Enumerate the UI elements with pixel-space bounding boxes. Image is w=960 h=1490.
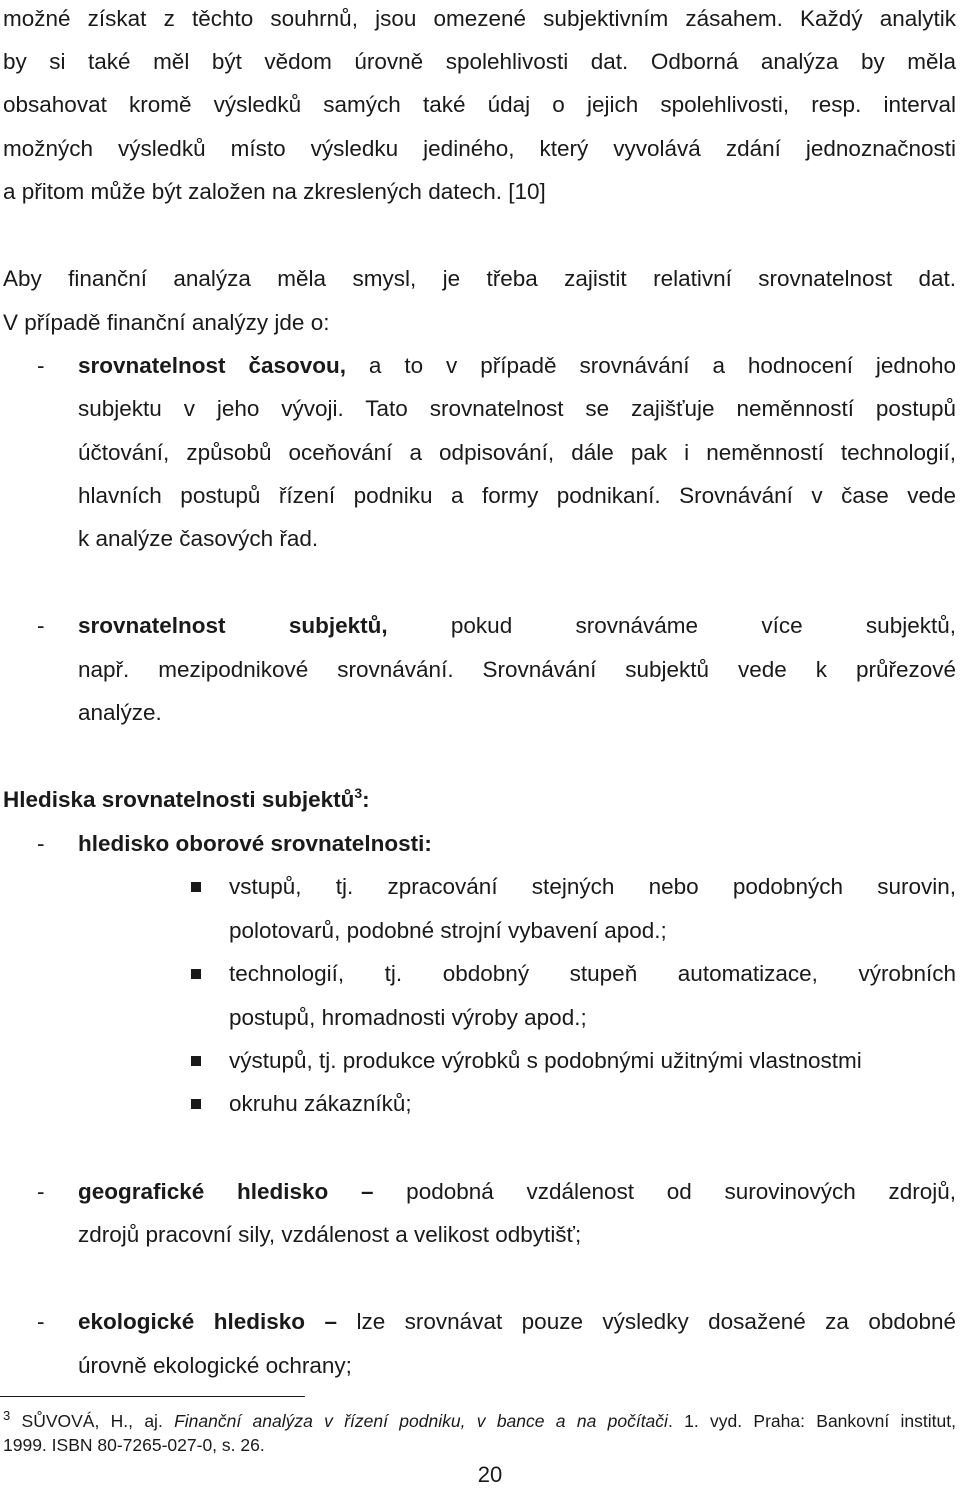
- paragraph-line: obsahovat kromě výsledků samých také údaj o jejich spolehlivosti, resp. interval: [3, 92, 956, 117]
- paragraph-line: V případě finanční analýzy jde o:: [3, 310, 330, 335]
- bullet-line: postupů, hromadnosti výroby apod.;: [229, 1005, 587, 1030]
- list-item-first-line: [78, 1307, 956, 1337]
- bullet-line: vstupů, tj. zpracování stejných nebo podobných surovin,: [229, 874, 956, 899]
- paragraph-line: možné získat z těchto souhrnů, jsou omezené subjektivním zásahem. Každý analytik: [3, 6, 956, 31]
- list-item-line: účtování, způsobů oceňování a odpisování, dále pak i neměnností technologií,: [78, 440, 956, 465]
- section-heading: [3, 785, 370, 817]
- list-item-first-line: [78, 1177, 956, 1207]
- list-dash: -: [37, 1309, 45, 1334]
- footnote-rest: . 1. vyd. Praha: Bankovní institut,: [667, 1411, 956, 1431]
- footnote-separator: [0, 1396, 305, 1397]
- list-dash: -: [37, 613, 45, 638]
- list-item-line: analýze.: [78, 700, 162, 725]
- list-item-line: hlavních postupů řízení podniku a formy podnikaní. Srovnávání v čase vede: [78, 483, 956, 508]
- paragraph-line: možných výsledků místo výsledku jediného, který vyvolává zdání jednoznačnosti: [3, 136, 956, 161]
- list-item-line: např. mezipodnikové srovnávání. Srovnávání subjektů vede k průřezové: [78, 657, 956, 682]
- list-item-first-line: [78, 351, 956, 381]
- bullet-line: technologií, tj. obdobný stupeň automatizace, výrobních: [229, 961, 956, 986]
- square-bullet-icon: [191, 969, 201, 979]
- list-item-bold-lead: srovnatelnost subjektů,: [78, 613, 388, 638]
- bullet-line: polotovarů, podobné strojní vybavení apod.;: [229, 918, 667, 943]
- footnote-mark: 3: [3, 1408, 11, 1423]
- footnote-line: 1999. ISBN 80-7265-027-0, s. 26.: [3, 1435, 265, 1455]
- list-item-line: zdrojů pracovní sily, vzdálenost a velikost odbytišť;: [78, 1222, 582, 1247]
- list-dash: -: [37, 1179, 45, 1204]
- page-number: 20: [477, 1462, 503, 1487]
- paragraph-line: Aby finanční analýza měla smysl, je třeba zajistit relativní srovnatelnost dat.: [3, 266, 956, 291]
- bullet-line: okruhu zákazníků;: [229, 1091, 412, 1116]
- list-item-line: úrovně ekologické ochrany;: [78, 1353, 352, 1378]
- paragraph-line: a přitom může být založen na zkreslených datech. [10]: [3, 179, 546, 204]
- list-item-bold-lead: srovnatelnost časovou,: [78, 353, 346, 378]
- square-bullet-icon: [191, 1056, 201, 1066]
- list-dash: -: [37, 831, 45, 856]
- heading-suffix: :: [362, 787, 370, 812]
- heading-text: Hlediska srovnatelnosti subjektů: [3, 787, 355, 812]
- list-item-text: pokud srovnáváme více subjektů,: [387, 613, 956, 638]
- list-item-text: a to v případě srovnávání a hodnocení jednoho: [346, 353, 956, 378]
- list-item-bold-lead: geografické hledisko –: [78, 1179, 374, 1204]
- list-item-line: k analýze časových řad.: [78, 526, 319, 551]
- footnote-title: Finanční analýza v řízení podniku, v bance a na počítači: [174, 1411, 668, 1431]
- list-item-bold-lead: ekologické hledisko –: [78, 1309, 337, 1334]
- square-bullet-icon: [191, 882, 201, 892]
- footnote-line: [3, 1410, 956, 1434]
- list-item-line: subjektu v jeho vývoji. Tato srovnatelnost se zajišťuje neměnností postupů: [78, 396, 956, 421]
- list-item-text: podobná vzdálenost od surovinových zdrojů,: [373, 1179, 956, 1204]
- list-item-first-line: [78, 611, 956, 641]
- footnote-reference: 3: [354, 785, 363, 801]
- list-dash: -: [37, 353, 45, 378]
- paragraph-line: by si také měl být vědom úrovně spolehlivosti dat. Odborná analýza by měla: [3, 49, 956, 74]
- bullet-line: výstupů, tj. produkce výrobků s podobnými užitnými vlastnostmi: [229, 1048, 862, 1073]
- list-item-text: lze srovnávat pouze výsledky dosažené za obdobné: [337, 1309, 956, 1334]
- square-bullet-icon: [191, 1099, 201, 1109]
- list-item-bold-label: hledisko oborové srovnatelnosti:: [78, 831, 432, 856]
- footnote-author: SŮVOVÁ, H., aj.: [10, 1411, 175, 1431]
